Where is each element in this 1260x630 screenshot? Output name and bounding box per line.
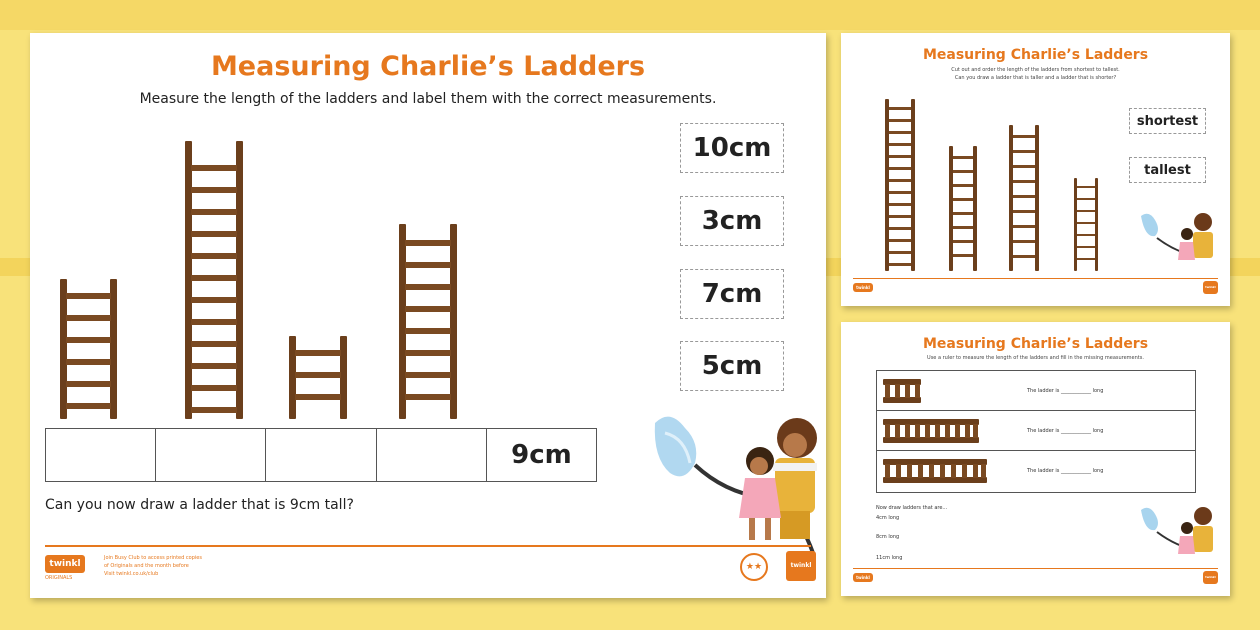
ordering-ladder-3 <box>1009 125 1039 271</box>
draw-length-1: 4cm long <box>876 515 900 521</box>
draw-length-2: 8cm long <box>876 534 900 540</box>
answer-row <box>45 428 597 482</box>
ruler-logo: twinkl <box>853 573 873 582</box>
draw-prompt: Now draw ladders that are... <box>876 505 948 511</box>
worksheet-instruction: Measure the length of the ladders and label them with the correct measurements. <box>139 91 717 107</box>
twinkl-badge: twinkl <box>786 551 816 581</box>
measurement-card-1[interactable]: 10cm <box>680 123 784 173</box>
brand-label: ORIGINALS <box>45 575 73 581</box>
ruler-title: Measuring Charlie’s Ladders <box>922 336 1149 352</box>
ordering-footer-rule <box>853 278 1218 279</box>
ordering-ladder-1 <box>885 99 915 271</box>
footer-rule <box>45 545 811 547</box>
ordering-ladder-4 <box>1074 178 1098 271</box>
rating-badge-icon: ★★ <box>740 553 768 581</box>
footer-line-3: Visit twinkl.co.uk/club <box>104 571 159 577</box>
answer-cell-4[interactable] <box>377 429 487 481</box>
draw-question: Can you now draw a ladder that is 9cm tall? <box>45 497 354 513</box>
ruler-firefighter-illustration <box>1137 502 1217 570</box>
draw-length-3: 11cm long <box>876 555 903 561</box>
footer-line-1: Join Busy Club to access printed copies <box>104 555 202 561</box>
ruler-instruction: Use a ruler to measure the length of the ladders and fill in the missing measurements. <box>927 355 1144 361</box>
row-text-1: The ladder is ____________ long <box>1027 388 1104 394</box>
ordering-logo: twinkl <box>853 283 873 292</box>
answer-cell-1[interactable] <box>46 429 156 481</box>
ordering-instruction-2: Can you draw a ladder that is taller and a ladder that is shorter? <box>954 75 1117 81</box>
ordering-firefighter-illustration <box>1137 208 1217 278</box>
ordering-badge: twinkl <box>1203 281 1218 294</box>
tallest-tag[interactable]: tallest <box>1129 157 1206 183</box>
main-worksheet <box>30 33 826 598</box>
row-ladder-2 <box>883 419 979 443</box>
row-text-3: The ladder is ____________ long <box>1027 468 1104 474</box>
ladder-2 <box>185 141 243 419</box>
table-row <box>877 451 1195 491</box>
ruler-worksheet <box>841 322 1230 596</box>
worksheet-title: Measuring Charlie’s Ladders <box>210 51 646 82</box>
row-ladder-1 <box>883 379 921 403</box>
ordering-ladder-2 <box>949 146 977 271</box>
answer-cell-2[interactable] <box>156 429 266 481</box>
answer-cell-5[interactable]: 9cm <box>511 440 572 470</box>
ordering-worksheet <box>841 33 1230 306</box>
measurement-card-4[interactable]: 5cm <box>680 341 784 391</box>
table-row <box>877 411 1195 451</box>
measure-table <box>876 370 1196 493</box>
ruler-footer-rule <box>853 568 1218 569</box>
ladder-3 <box>289 336 347 419</box>
ordering-title: Measuring Charlie’s Ladders <box>922 47 1149 63</box>
answer-cell-3[interactable] <box>266 429 376 481</box>
shortest-tag[interactable]: shortest <box>1129 108 1206 134</box>
measurement-card-3[interactable]: 7cm <box>680 269 784 319</box>
ladder-1 <box>60 279 117 419</box>
twinkl-logo: twinkl <box>45 555 85 573</box>
firefighter-illustration <box>645 403 825 563</box>
ruler-badge: twinkl <box>1203 571 1218 584</box>
ladder-4 <box>399 224 457 419</box>
table-row <box>877 371 1195 411</box>
measurement-card-2[interactable]: 3cm <box>680 196 784 246</box>
footer-line-2: of Originals and the month before <box>104 563 189 569</box>
row-text-2: The ladder is ____________ long <box>1027 428 1104 434</box>
row-ladder-3 <box>883 459 987 483</box>
ordering-instruction-1: Cut out and order the length of the ladders from shortest to tallest. <box>951 67 1120 73</box>
